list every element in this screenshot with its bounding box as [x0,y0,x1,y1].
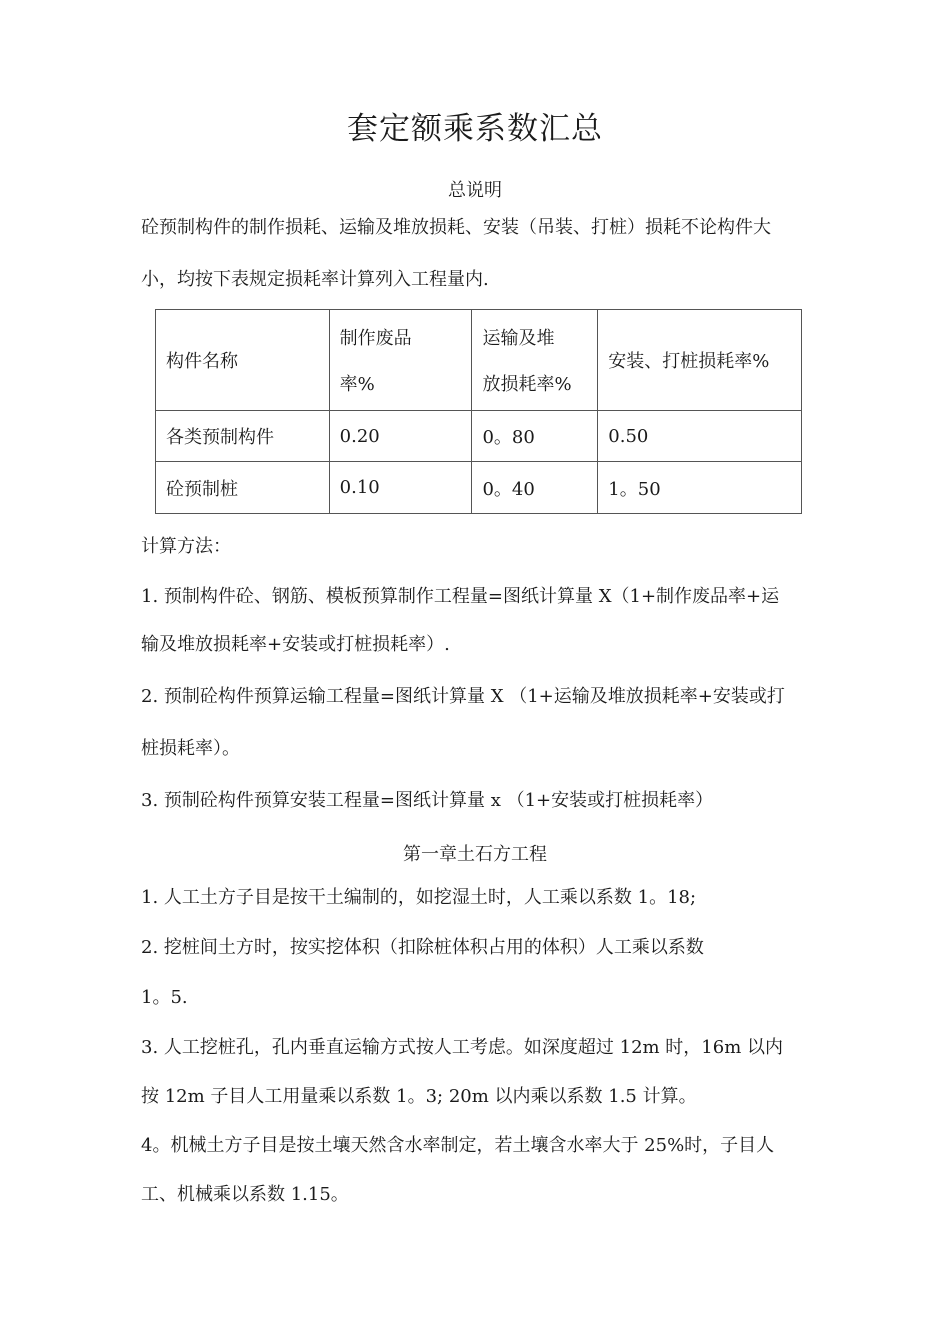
calc-line-5: 3. 预制砼构件预算安装工程量=图纸计算量 x （1+安装或打桩损耗率） [141,790,714,811]
chapter-line-4: 3. 人工挖桩孔，孔内垂直运输方式按人工考虑。如深度超过 12m 时，16m 以内 [141,1037,784,1058]
table-header-row [156,310,802,411]
header-component-name: 构件名称 [156,310,330,411]
header-install-rate: 安装、打桩损耗率% [598,310,802,411]
table-row [156,462,802,514]
row-install-rate: 0.50 [598,411,802,462]
loss-rate-table [155,309,802,514]
row-install-rate: 1。50 [598,462,802,514]
intro-line-2: 小，均按下表规定损耗率计算列入工程量内. [141,269,489,290]
chapter-line-7: 工、机械乘以系数 1.15。 [141,1184,349,1205]
calc-line-2: 输及堆放损耗率+安装或打桩损耗率）. [141,634,450,655]
table-row [156,411,802,462]
calc-line-4: 桩损耗率）。 [141,738,240,759]
row-component-name: 砼预制桩 [156,462,330,514]
chapter-line-1: 1. 人工土方子目是按干土编制的，如挖湿土时，人工乘以系数 1。18; [141,887,697,908]
chapter-line-5: 按 12m 子目人工用量乘以系数 1。3; 20m 以内乘以系数 1.5 计算。 [141,1086,697,1107]
header-transport-rate [472,310,598,411]
chapter-line-3: 1。5. [141,987,188,1008]
calc-line-3: 2. 预制砼构件预算运输工程量=图纸计算量 X （1+运输及堆放损耗率+安装或打 [141,686,785,707]
chapter-line-2: 2. 挖桩间土方时，按实挖体积（扣除桩体积占用的体积）人工乘以系数 [141,937,704,958]
row-scrap-rate: 0.10 [329,462,472,514]
calc-line-1: 1. 预制构件砼、钢筋、模板预算制作工程量=图纸计算量 X（1+制作废品率+运 [141,586,780,607]
calc-heading: 计算方法： [141,536,231,557]
row-transport-rate: 0。80 [472,411,598,462]
row-component-name: 各类预制构件 [156,411,330,462]
row-scrap-rate: 0.20 [329,411,472,462]
row-transport-rate: 0。40 [472,462,598,514]
intro-line-1: 砼预制构件的制作损耗、运输及堆放损耗、安装（吊装、打桩）损耗不论构件大 [141,217,771,238]
header-transport-rate-line-2: 放损耗率% [482,374,572,395]
chapter-line-6: 4。机械土方子目是按土壤天然含水率制定，若土壤含水率大于 25%时，子目人 [141,1135,775,1156]
chapter-heading: 第一章土石方工程 [403,844,547,865]
header-scrap-rate [329,310,472,411]
document-title: 套定额乘系数汇总 [347,111,603,147]
header-transport-rate-line-1: 运输及堆 [482,328,555,349]
header-scrap-rate-line-2: 率% [339,374,375,395]
general-heading: 总说明 [448,180,502,201]
header-scrap-rate-line-1: 制作废品 [339,328,412,349]
